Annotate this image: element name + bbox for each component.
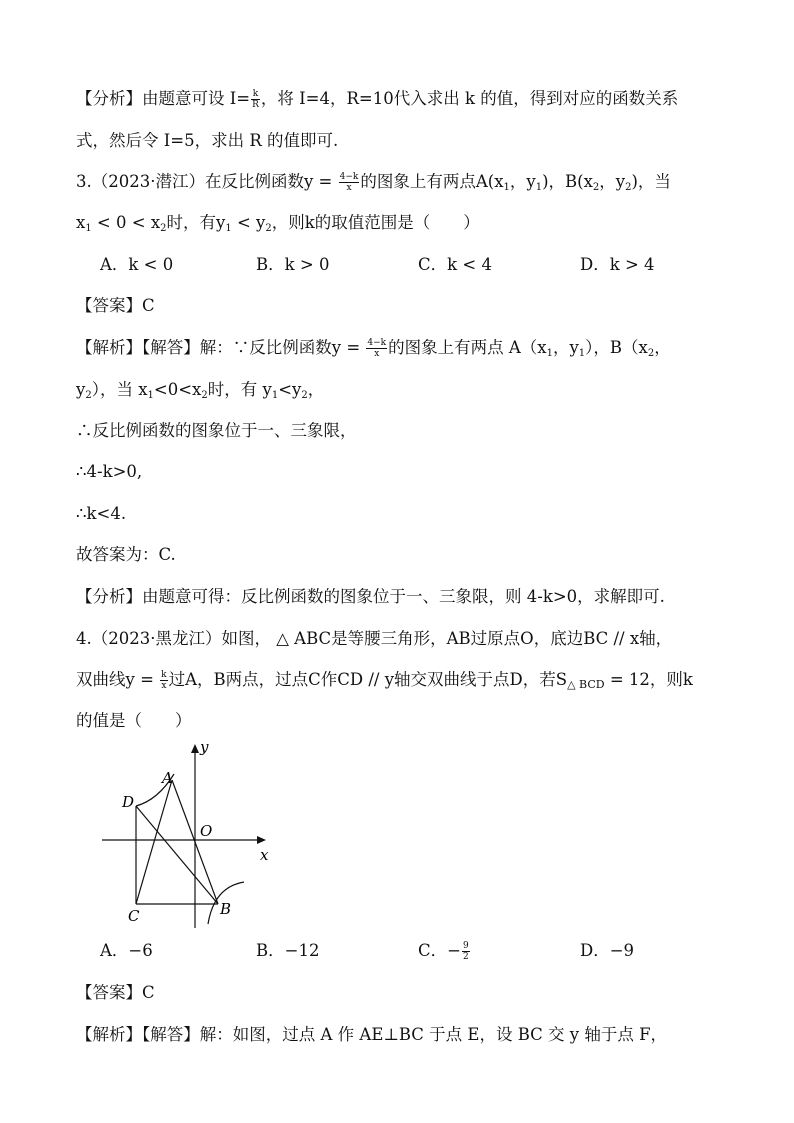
label-x: x xyxy=(260,846,269,864)
text: 的图象上有两点A(x xyxy=(360,172,504,191)
subscript: 2 xyxy=(85,390,92,401)
q4-option-c[interactable] xyxy=(418,940,471,962)
label-c: C xyxy=(128,907,140,925)
frac-num: k xyxy=(161,670,167,680)
text: ，则k的取值范围是（ ） xyxy=(271,213,480,232)
q2-analysis-line1 xyxy=(76,88,678,110)
fraction xyxy=(160,670,167,691)
text: C．− xyxy=(418,941,461,960)
q4-stem-line2 xyxy=(76,669,693,696)
text: <y xyxy=(278,380,302,399)
q4-option-b[interactable]: B．−12 xyxy=(256,941,320,960)
q4-option-a[interactable]: A．−6 xyxy=(100,941,153,960)
fraction xyxy=(366,338,387,359)
q4-answer: 【答案】C xyxy=(76,983,155,1002)
label-y: y xyxy=(200,738,209,756)
text: 的图象上有两点 A（x xyxy=(388,338,547,357)
text: <0<x xyxy=(153,380,202,399)
q3-solution-line4: ∴4-k>0, xyxy=(76,462,143,481)
subscript: 1 xyxy=(503,182,510,193)
text: )，当 xyxy=(631,172,671,191)
text: y = xyxy=(125,670,160,689)
frac-num: 4−k xyxy=(339,172,359,182)
q3-option-a[interactable]: A．k < 0 xyxy=(100,255,174,274)
q3-solution-line5: ∴k<4. xyxy=(76,504,127,523)
text: 由题意可设 I= xyxy=(142,89,251,108)
fraction xyxy=(339,172,360,193)
text: y = xyxy=(331,338,366,357)
subscript: 2 xyxy=(625,182,632,193)
q4-stem-line3: 的值是（ ） xyxy=(76,711,192,730)
subscript: 1 xyxy=(85,223,92,234)
subscript: 1 xyxy=(271,390,279,401)
subscript: 2 xyxy=(647,348,655,359)
q3-option-b[interactable]: B．k > 0 xyxy=(256,255,330,274)
text: 时，有y xyxy=(166,213,226,232)
subscript: 1 xyxy=(225,223,232,234)
q2-analysis-line2: 式，然后令 I=5，求出 R 的值即可. xyxy=(76,131,339,150)
analysis-tag: 【分析】 xyxy=(76,89,142,108)
subscript: 2 xyxy=(201,390,208,401)
text: y = xyxy=(303,172,338,191)
frac-den: x xyxy=(374,349,380,359)
text: = 12，则k xyxy=(604,670,693,689)
subscript: 1 xyxy=(578,348,586,359)
text: y xyxy=(76,380,86,399)
subscript: 1 xyxy=(147,390,154,401)
q3-stem-line1 xyxy=(76,171,671,199)
subscript: 2 xyxy=(265,223,272,234)
label-o: O xyxy=(200,822,213,840)
subscript: 1 xyxy=(535,182,543,193)
subscript: 2 xyxy=(301,390,308,401)
text: x xyxy=(76,213,86,232)
text: 时，有 y xyxy=(207,380,272,399)
y-axis-arrow xyxy=(191,744,199,753)
frac-den: x xyxy=(346,183,352,193)
text: 3.（2023·潜江）在反比例函数 xyxy=(76,172,304,191)
subscript: △ BCD xyxy=(567,678,605,691)
label-d: D xyxy=(122,793,135,811)
text: < 0 < x xyxy=(91,213,161,232)
q3-option-d[interactable]: D．k > 4 xyxy=(580,255,655,274)
fraction xyxy=(251,89,260,110)
q3-conclusion: 故答案为：C. xyxy=(76,545,176,564)
segment-bd xyxy=(136,806,218,904)
q3-stem-line2 xyxy=(76,212,480,240)
subscript: 1 xyxy=(546,348,553,359)
text: < y xyxy=(231,213,266,232)
q4-stem-line1: 4.（2023·黑龙江）如图， △ ABC是等腰三角形，AB过原点O，底边BC // x轴， xyxy=(76,629,673,648)
frac-den: R xyxy=(252,100,259,110)
text: ，y xyxy=(552,338,579,357)
q3-option-c[interactable]: C．k < 4 xyxy=(418,255,492,274)
label-a: A xyxy=(162,769,173,787)
frac-num: 4−k xyxy=(367,338,387,348)
q3-solution-line2 xyxy=(76,379,324,407)
subscript: 2 xyxy=(160,223,167,234)
text: ，将 I=4，R=10代入求出 k 的值，得到对应的函数关系 xyxy=(260,89,679,108)
label-b: B xyxy=(220,900,232,918)
text: 双曲线 xyxy=(76,670,126,689)
frac-num: 9 xyxy=(462,941,469,951)
q3-solution-line1 xyxy=(76,337,671,365)
q3-solution-line3: ∴反比例函数的图象位于一、三象限， xyxy=(76,421,357,440)
fraction xyxy=(462,941,470,962)
x-axis-arrow xyxy=(257,836,266,844)
subscript: 2 xyxy=(592,182,600,193)
text: 过A，B两点，过点C作CD // y轴交双曲线于点D，若S xyxy=(168,670,568,689)
q3-answer: 【答案】C xyxy=(76,296,155,315)
text: )，B(x xyxy=(542,172,593,191)
frac-num: k xyxy=(252,89,259,99)
q3-analysis: 【分析】由题意可得：反比例函数的图象位于一、三象限，则 4-k>0，求解即可. xyxy=(76,587,665,606)
text: ），B（x xyxy=(585,338,648,357)
q4-figure xyxy=(96,732,280,932)
q4-solution-line1: 【解析】【解答】解：如图，过点 A 作 AE⊥BC 于点 E，设 BC 交 y 轴于点 F， xyxy=(76,1025,668,1044)
text: ，y xyxy=(599,172,626,191)
text: ， xyxy=(307,380,325,399)
text: ），当 x xyxy=(91,380,148,399)
text: 【解析】【解答】解：∵反比例函数 xyxy=(76,338,332,357)
frac-den: 2 xyxy=(462,952,469,962)
text: ，y xyxy=(509,172,536,191)
frac-den: x xyxy=(161,681,167,691)
q4-option-d[interactable]: D．−9 xyxy=(580,941,635,960)
text: ， xyxy=(654,338,671,357)
